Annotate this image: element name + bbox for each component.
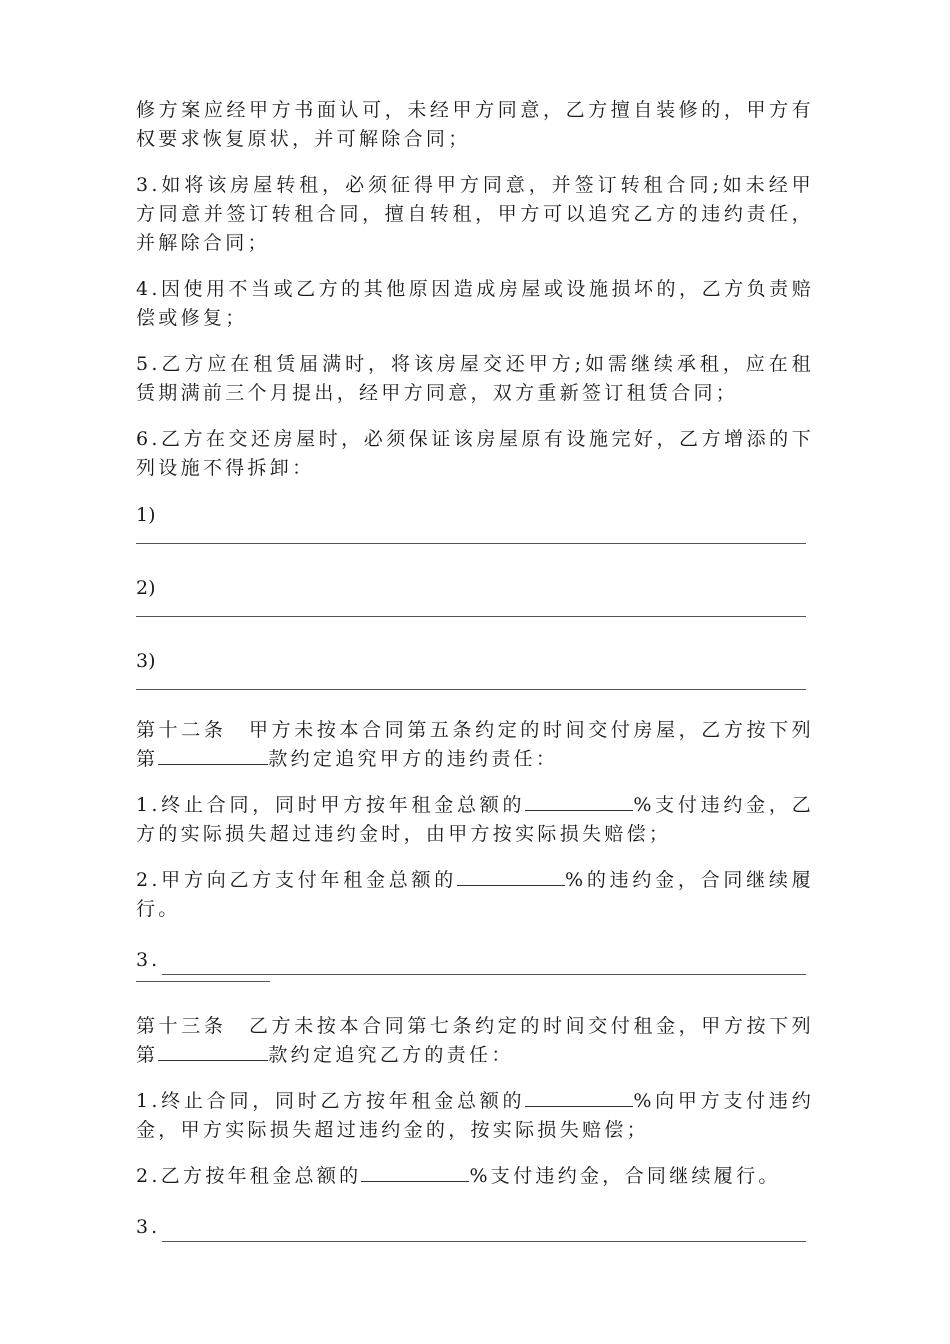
facility-blank-3[interactable] xyxy=(136,689,806,690)
clause-4-damage: 4.因使用不当或乙方的其他原因造成房屋或设施损坏的，乙方负责赔偿或修复； xyxy=(136,278,814,329)
article-13-intro-text-b: 款约定追究乙方的责任： xyxy=(268,1044,514,1066)
article-12-item-2-text-b: %的违约金，合同继续履行。 xyxy=(136,869,814,920)
article-13-clause-blank[interactable] xyxy=(158,1042,268,1061)
article-13-item-3-label: 3. xyxy=(136,1216,161,1238)
article-12-item-1-text-b: %支付违约金，乙方的实际损失超过违约金时，由甲方按实际损失赔偿； xyxy=(136,794,814,845)
article-13-item-3-blank[interactable] xyxy=(162,1222,806,1242)
clause-5-return: 5.乙方应在租赁届满时，将该房屋交还甲方;如需继续承租，应在租赁期满前三个月提出，经甲方同意，双方重新签订租赁合同； xyxy=(136,353,814,404)
article-13-item-2-text-b: %支付违约金，合同继续履行。 xyxy=(469,1165,781,1187)
article-12-item-1-text-a: 1.终止合同，同时甲方按年租金总额的 xyxy=(136,794,526,816)
article-12-item-1 xyxy=(136,791,814,849)
article-13-item-2-text-a: 2.乙方按年租金总额的 xyxy=(136,1165,362,1187)
article-12-item-2-text-a: 2.甲方向乙方支付年租金总额的 xyxy=(136,869,458,891)
facility-blank-1[interactable] xyxy=(136,543,806,544)
article-12-item-2-percent-blank[interactable] xyxy=(457,867,565,886)
article-13-item-1 xyxy=(136,1087,814,1145)
article-13-item-1-text-b: %向甲方支付违约金，甲方实际损失超过违约金的，按实际损失赔偿； xyxy=(136,1090,814,1141)
article-12-item-3-label: 3. xyxy=(136,949,161,971)
document-page xyxy=(136,96,814,1242)
clause-3-sublease: 3.如将该房屋转租，必须征得甲方同意，并签订转租合同;如未经甲方同意并签订转租合同，擅自转租，甲方可以追究乙方的违约责任，并解除合同； xyxy=(136,174,814,254)
article-12-intro xyxy=(136,716,814,774)
article-13-item-1-text-a: 1.终止合同，同时乙方按年租金总额的 xyxy=(136,1090,526,1112)
article-13-item-3 xyxy=(136,1213,814,1242)
article-13-item-1-percent-blank[interactable] xyxy=(525,1088,633,1107)
facility-list xyxy=(136,501,814,690)
facility-item-label-3: 3) xyxy=(136,650,156,672)
article-12-item-2 xyxy=(136,866,814,924)
article-13-intro xyxy=(136,1012,814,1070)
facility-blank-2[interactable] xyxy=(136,616,806,617)
article-13-item-2-percent-blank[interactable] xyxy=(361,1163,469,1182)
article-12-item-3-blank[interactable] xyxy=(162,955,806,975)
article-12-item-3 xyxy=(136,946,814,975)
article-12-intro-text-a: 第十二条 甲方未按本合同第五条约定的时间交付房屋，乙方按下列第 xyxy=(136,719,814,770)
article-13-intro-text-a: 第十三条 乙方未按本合同第七条约定的时间交付租金，甲方按下列第 xyxy=(136,1015,814,1066)
article-12-item-1-percent-blank[interactable] xyxy=(525,792,633,811)
article-12-clause-blank[interactable] xyxy=(158,746,268,765)
article-13-item-2 xyxy=(136,1162,814,1191)
facility-item-label-1: 1) xyxy=(136,504,156,526)
paragraph-renovation: 修方案应经甲方书面认可，未经甲方同意，乙方擅自装修的，甲方有权要求恢复原状，并可解除合同； xyxy=(136,99,814,150)
clause-6-facilities: 6.乙方在交还房屋时，必须保证该房屋原有设施完好，乙方增添的下列设施不得拆卸： xyxy=(136,428,814,479)
article-12-item-3-blank-continued[interactable] xyxy=(136,981,270,982)
article-12-intro-text-b: 款约定追究甲方的违约责任： xyxy=(268,748,559,770)
facility-item-label-2: 2) xyxy=(136,577,156,599)
